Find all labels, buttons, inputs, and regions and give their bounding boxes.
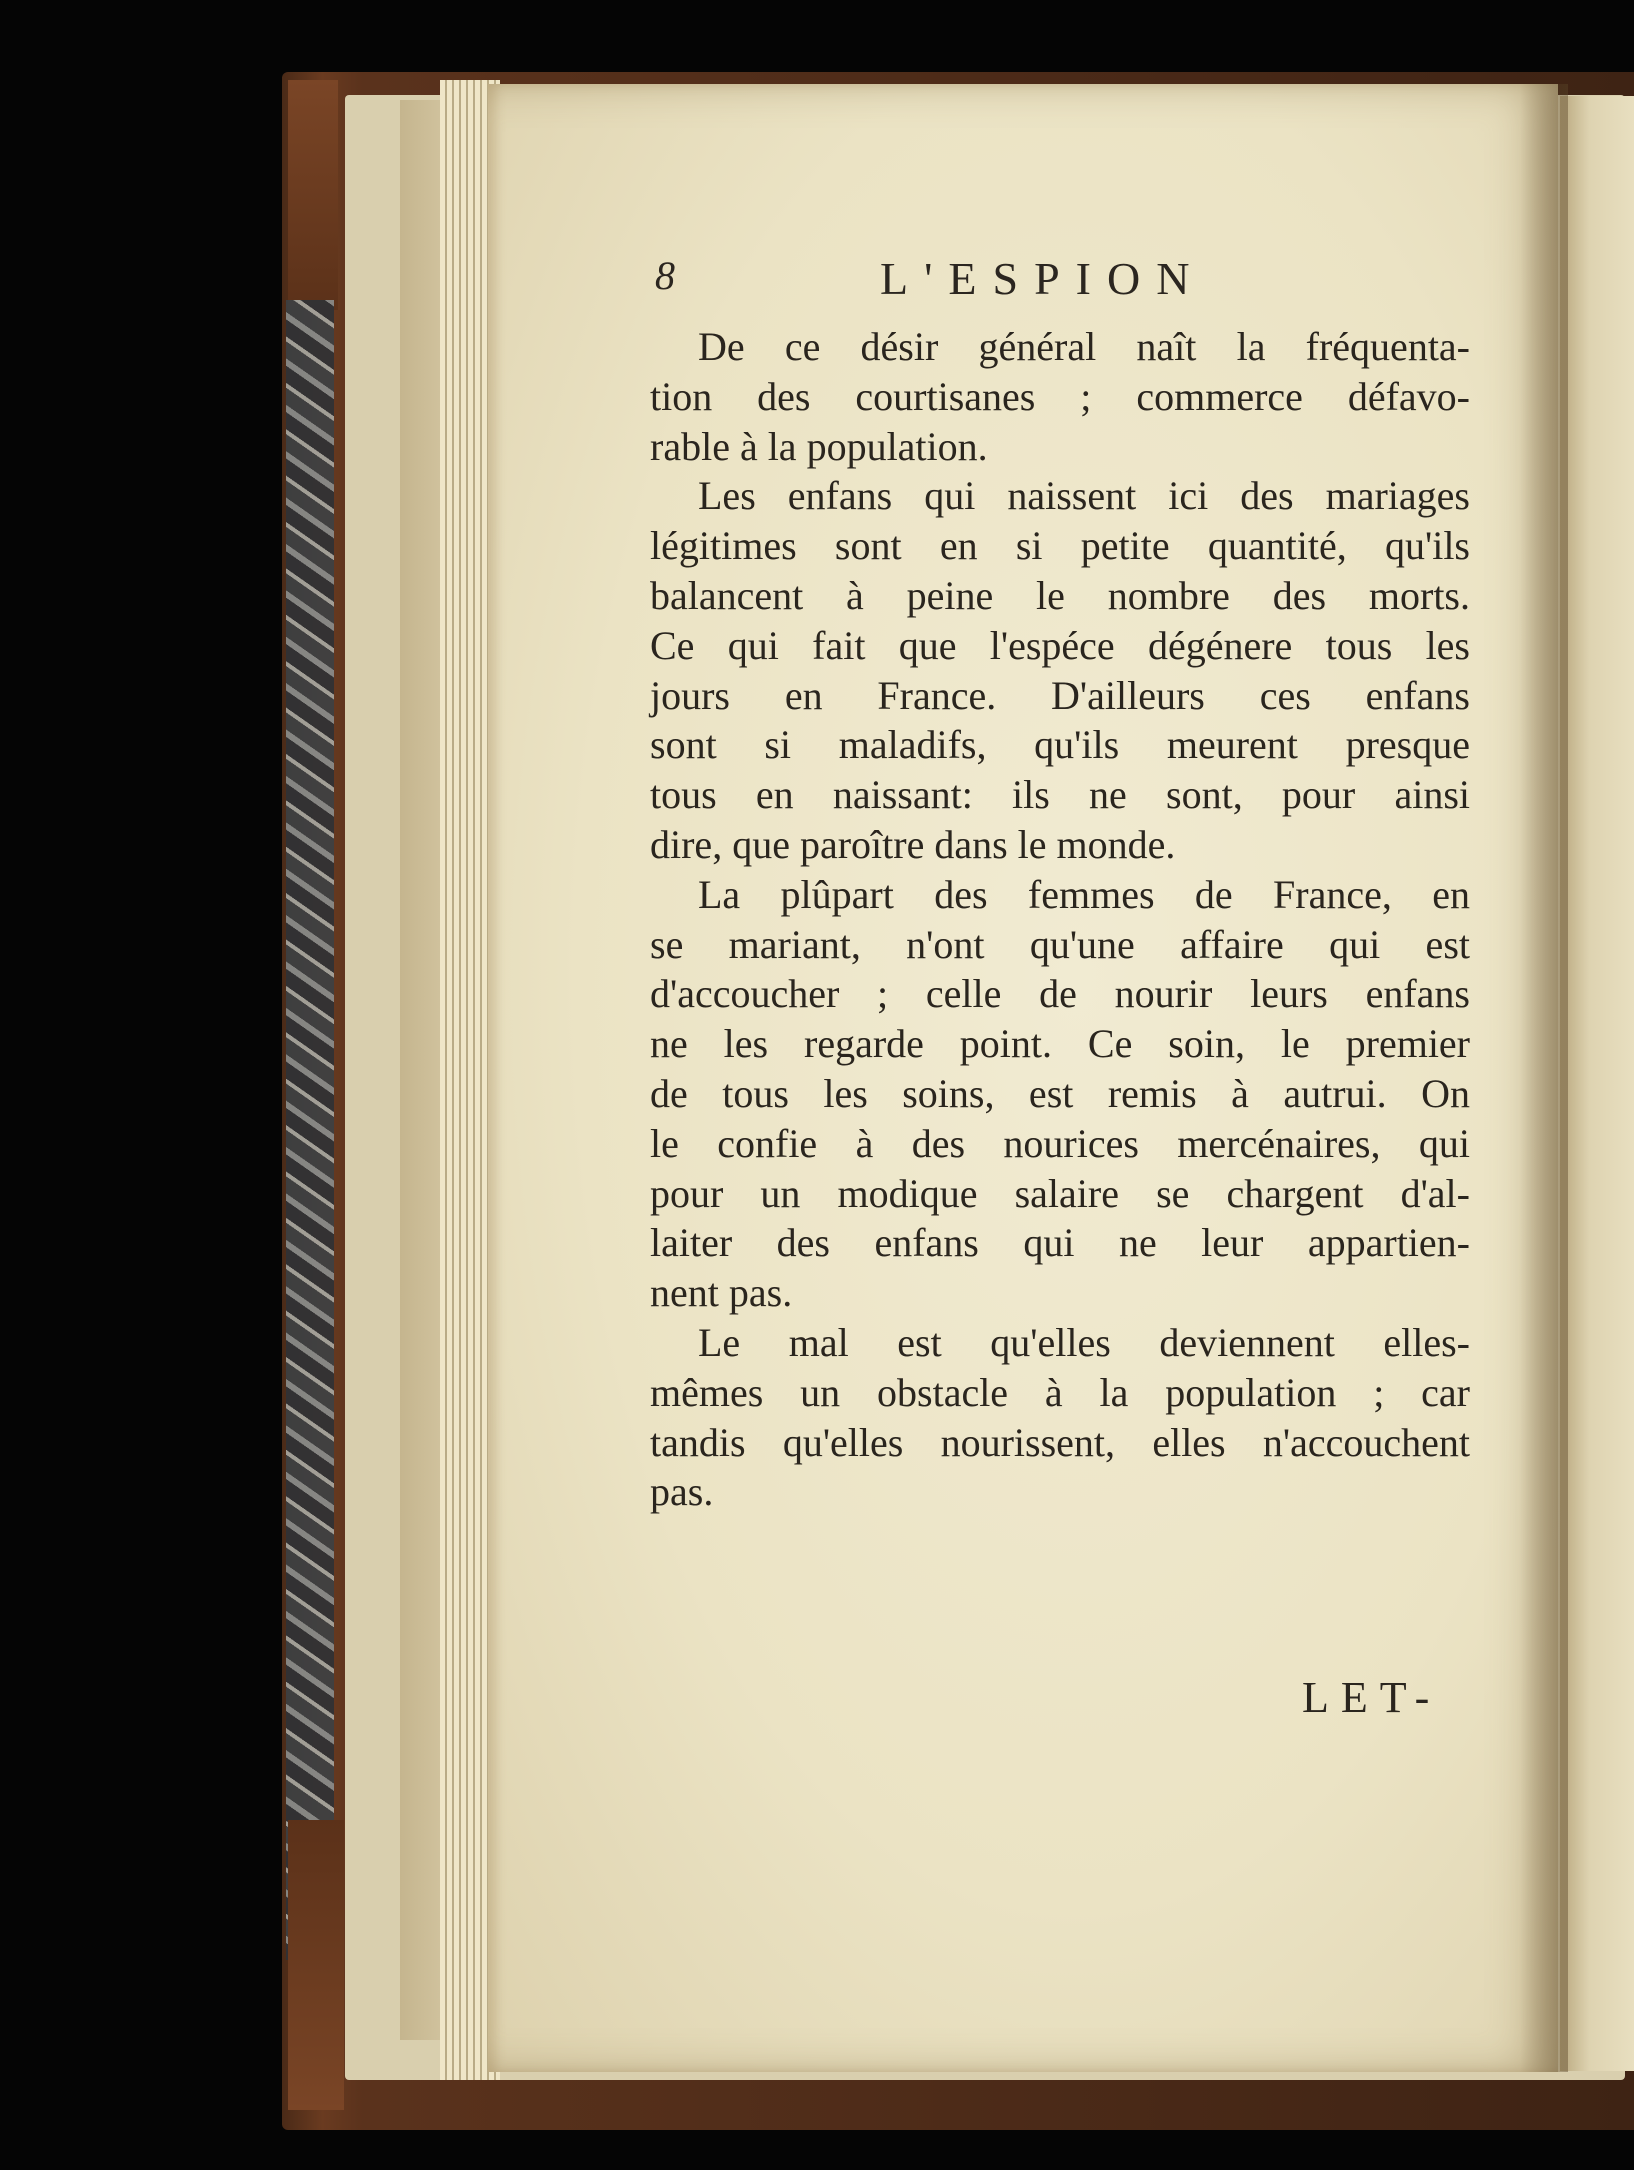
paragraph (650, 1318, 1470, 1517)
text-line: De ce désir général naît la fréquenta- (698, 324, 1470, 369)
paragraph (650, 471, 1470, 869)
text-line: tion des courtisanes ; commerce défavo- (650, 373, 1470, 419)
text-line: tandis qu'elles nourissent, elles n'accouchent (650, 1419, 1470, 1465)
running-title: L'ESPION (880, 253, 1206, 304)
right-page-edge (1560, 96, 1634, 2071)
binding-leather-bottom (288, 1820, 344, 2110)
text-line: tous en naissant: ils ne sont, pour ainsi (650, 772, 1470, 818)
text-line: balancent à peine le nombre des morts. (650, 572, 1470, 618)
text-line: laiter des enfans qui ne leur appartien- (650, 1220, 1470, 1266)
catchword: LET- (1302, 1673, 1442, 1722)
text-line: jours en France. D'ailleurs ces enfans (650, 672, 1470, 718)
marbled-board (286, 300, 334, 1960)
text-line: nent pas. (650, 1270, 793, 1316)
text-line: sont si maladifs, qu'ils meurent presque (650, 722, 1470, 768)
text-line: d'accoucher ; celle de nourir leurs enfans (650, 971, 1470, 1017)
text-line: rable à la population. (650, 423, 988, 469)
page-header (655, 252, 1275, 322)
text-line: Les enfans qui naissent ici des mariages (698, 473, 1470, 519)
text-line: pas. (650, 1469, 714, 1515)
text-line: légitimes sont en si petite quantité, qu'ils (650, 523, 1470, 569)
paragraph (650, 870, 1470, 1318)
text-line: Ce qui fait que l'espéce dégénere tous les (650, 622, 1470, 668)
text-line: se mariant, n'ont qu'une affaire qui est (650, 921, 1470, 967)
text-line: mêmes un obstacle à la population ; car (650, 1369, 1470, 1415)
text-line: le confie à des nourices mercénaires, qui (650, 1120, 1470, 1166)
binding-leather-top (288, 80, 338, 310)
text-line: pour un modique salaire se chargent d'al- (650, 1170, 1470, 1216)
text-line: dire, que paroître dans le monde. (650, 821, 1176, 867)
text-line: ne les regarde point. Ce soin, le premier (650, 1021, 1470, 1067)
text-line: La plûpart des femmes de France, en (698, 871, 1470, 917)
text-line: Le mal est qu'elles deviennent elles- (698, 1319, 1470, 1365)
page-gutter-shadow (1520, 84, 1568, 2072)
paragraph (650, 322, 1470, 471)
text-line: de tous les soins, est remis à autrui. On (650, 1070, 1470, 1116)
page-number: 8 (655, 253, 675, 298)
page-body (650, 322, 1470, 1517)
